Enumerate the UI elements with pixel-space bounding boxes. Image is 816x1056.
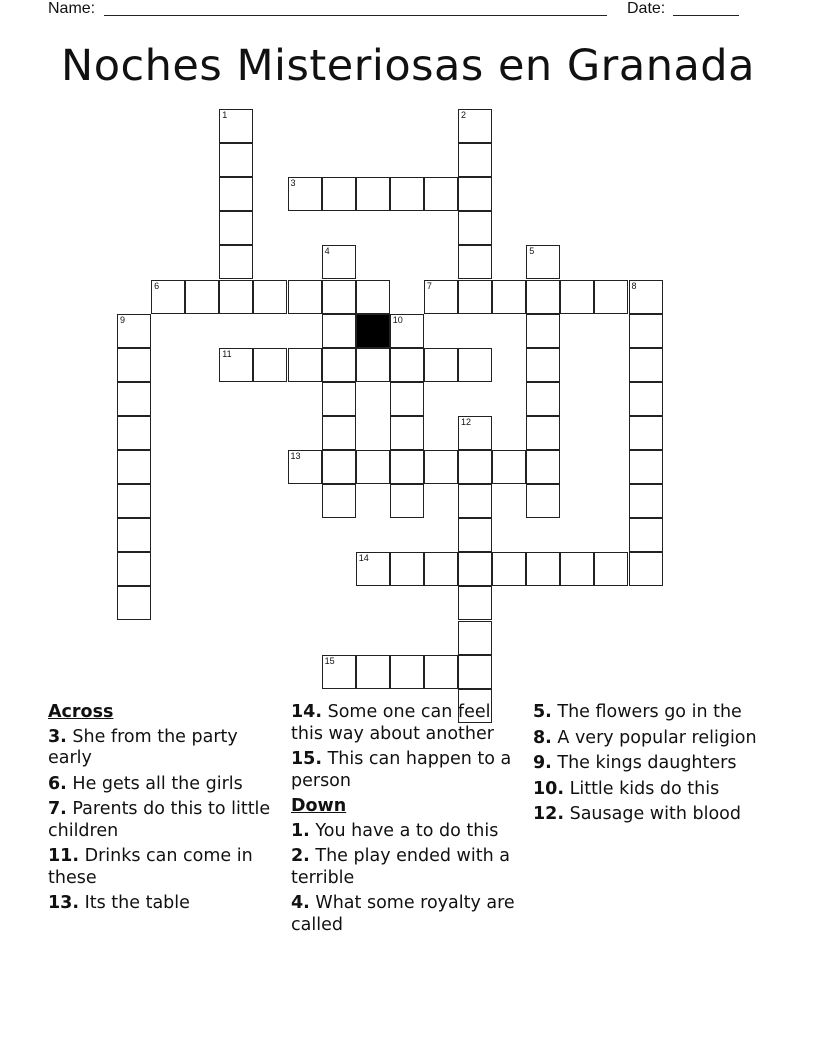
clue-number: 7. — [48, 799, 67, 819]
grid-cell[interactable] — [526, 416, 560, 450]
grid-cell[interactable] — [424, 655, 458, 689]
clue-text: Drinks can come in these — [48, 846, 253, 888]
clue-text: Some one can feel this way about another — [291, 702, 494, 744]
grid-cell[interactable] — [390, 314, 424, 348]
clue-across-15 — [291, 749, 523, 792]
clue-text: The play ended with a terrible — [291, 846, 510, 888]
grid-cell[interactable] — [117, 484, 151, 518]
grid-cell[interactable] — [424, 348, 458, 382]
grid-cell[interactable] — [629, 348, 663, 382]
grid-cell[interactable] — [322, 382, 356, 416]
clue-text: She from the party early — [48, 726, 238, 768]
clue-number: 4. — [291, 893, 310, 913]
clue-down-5 — [533, 702, 763, 724]
grid-cell[interactable] — [629, 518, 663, 552]
grid-cell[interactable] — [356, 177, 390, 211]
clue-text: A very popular religion — [557, 727, 757, 748]
grid-cell[interactable] — [458, 552, 492, 586]
grid-cell[interactable] — [492, 280, 526, 314]
grid-cell[interactable] — [322, 450, 356, 484]
cell-number: 3 — [290, 178, 296, 189]
grid-cell[interactable] — [390, 655, 424, 689]
clue-text: Its the table — [84, 893, 190, 913]
clue-text: Little kids do this — [569, 778, 720, 799]
clue-across-11 — [48, 846, 280, 889]
grid-cell[interactable] — [253, 348, 287, 382]
grid-cell[interactable] — [629, 552, 663, 586]
grid-cell[interactable] — [219, 211, 253, 245]
grid-cell[interactable] — [458, 450, 492, 484]
grid-cell[interactable] — [424, 280, 458, 314]
grid-cell[interactable] — [117, 314, 151, 348]
grid-cell[interactable] — [322, 484, 356, 518]
grid-cell[interactable] — [117, 382, 151, 416]
clues-column-1 — [48, 702, 280, 919]
grid-cell[interactable] — [117, 586, 151, 620]
grid-cell[interactable] — [424, 177, 458, 211]
clue-number: 6. — [48, 773, 67, 794]
grid-cell[interactable] — [322, 177, 356, 211]
grid-cell[interactable] — [322, 280, 356, 314]
grid-cell[interactable] — [629, 280, 663, 314]
grid-cell[interactable] — [526, 348, 560, 382]
clue-across-6 — [48, 774, 280, 796]
clue-number: 15. — [291, 749, 323, 769]
grid-cell[interactable] — [458, 655, 492, 689]
grid-cell[interactable] — [117, 416, 151, 450]
grid-cell[interactable] — [356, 280, 390, 314]
grid-cell[interactable] — [288, 450, 322, 484]
grid-cell[interactable] — [219, 280, 253, 314]
grid-cell[interactable] — [629, 382, 663, 416]
clues-column-3 — [533, 702, 763, 830]
grid-cell[interactable] — [253, 280, 287, 314]
clue-down-1 — [291, 821, 523, 843]
clue-across-13 — [48, 893, 280, 915]
cell-number: 1 — [222, 110, 228, 120]
grid-cell[interactable] — [219, 143, 253, 177]
clue-down-8 — [533, 728, 763, 750]
grid-cell[interactable] — [424, 552, 458, 586]
clue-number: 3. — [48, 726, 67, 747]
clue-across-7 — [48, 799, 280, 842]
down-heading: Down — [291, 796, 347, 816]
grid-cell[interactable] — [390, 348, 424, 382]
grid-cell[interactable] — [390, 416, 424, 450]
grid-cell[interactable] — [390, 450, 424, 484]
grid-cell[interactable] — [458, 621, 492, 655]
grid-cell[interactable] — [117, 518, 151, 552]
grid-cell[interactable] — [390, 552, 424, 586]
grid-cell[interactable] — [526, 314, 560, 348]
grid-cell[interactable] — [322, 245, 356, 279]
clue-number: 10. — [533, 778, 565, 799]
grid-cell[interactable] — [424, 450, 458, 484]
cell-number: 14 — [358, 553, 369, 564]
clue-number: 11. — [48, 846, 80, 866]
grid-cell[interactable] — [629, 416, 663, 450]
cell-number: 8 — [631, 280, 637, 291]
grid-cell[interactable] — [288, 177, 322, 211]
clue-text: He gets all the girls — [72, 773, 243, 794]
across-heading: Across — [48, 702, 114, 722]
grid-cell[interactable] — [458, 109, 492, 143]
clue-text: This can happen to a person — [291, 749, 512, 791]
grid-cell[interactable] — [288, 348, 322, 382]
clue-down-4 — [291, 893, 523, 936]
grid-cell[interactable] — [219, 348, 253, 382]
grid-cell[interactable] — [390, 177, 424, 211]
grid-cell[interactable] — [560, 552, 594, 586]
grid-cell[interactable] — [219, 109, 253, 143]
grid-cell[interactable] — [356, 348, 390, 382]
grid-cell[interactable] — [390, 382, 424, 416]
grid-cell[interactable] — [526, 245, 560, 279]
clue-text: You have a to do this — [315, 820, 499, 841]
grid-cell[interactable] — [458, 348, 492, 382]
clue-text: What some royalty are called — [291, 893, 515, 935]
clue-down-12 — [533, 804, 763, 826]
grid-cell[interactable] — [458, 211, 492, 245]
grid-cell[interactable] — [151, 280, 185, 314]
grid-cell[interactable] — [322, 314, 356, 348]
clue-text: The kings daughters — [557, 753, 737, 773]
grid-cell[interactable] — [219, 245, 253, 279]
grid-cell[interactable] — [594, 280, 628, 314]
black-square — [356, 314, 390, 348]
grid-cell[interactable] — [458, 518, 492, 552]
cell-number: 5 — [529, 246, 535, 257]
grid-cell[interactable] — [322, 655, 356, 689]
grid-cell[interactable] — [629, 484, 663, 518]
grid-cell[interactable] — [526, 382, 560, 416]
grid-cell[interactable] — [526, 280, 560, 314]
grid-cell[interactable] — [560, 280, 594, 314]
cell-number: 6 — [154, 280, 160, 291]
cell-number: 9 — [120, 314, 126, 325]
grid-cell[interactable] — [117, 552, 151, 586]
clue-down-10 — [533, 779, 763, 801]
grid-cell[interactable] — [219, 177, 253, 211]
clue-text: The flowers go in the — [557, 702, 742, 722]
clue-across-14 — [291, 702, 523, 745]
grid-cell[interactable] — [458, 280, 492, 314]
grid-cell[interactable] — [288, 280, 322, 314]
name-label: Name: — [48, 0, 96, 17]
cell-number: 15 — [324, 655, 335, 666]
grid-cell[interactable] — [322, 416, 356, 450]
grid-cell[interactable] — [458, 484, 492, 518]
clue-text: Sausage with blood — [569, 804, 741, 824]
grid-cell[interactable] — [629, 314, 663, 348]
grid-cell[interactable] — [458, 586, 492, 620]
grid-cell[interactable] — [458, 177, 492, 211]
cell-number: 13 — [290, 451, 301, 461]
grid-cell[interactable] — [594, 552, 628, 586]
grid-cell[interactable] — [458, 245, 492, 279]
clue-text: Parents do this to little children — [48, 799, 271, 841]
grid-cell[interactable] — [356, 450, 390, 484]
cell-number: 12 — [461, 416, 472, 427]
cell-number: 7 — [426, 280, 432, 291]
grid-cell[interactable] — [458, 143, 492, 177]
clue-down-9 — [533, 753, 763, 775]
date-label: Date: — [627, 0, 666, 17]
grid-cell[interactable] — [356, 655, 390, 689]
grid-cell[interactable] — [390, 484, 424, 518]
grid-cell[interactable] — [185, 280, 219, 314]
grid-cell[interactable] — [526, 484, 560, 518]
cell-number: 11 — [222, 348, 232, 359]
clues-column-2 — [291, 702, 523, 940]
grid-cell[interactable] — [526, 450, 560, 484]
clue-across-3 — [48, 727, 280, 770]
clue-number: 1. — [291, 820, 310, 841]
puzzle-title: Noches Misteriosas en Granada — [61, 41, 755, 91]
clue-number: 14. — [291, 702, 323, 722]
grid-cell[interactable] — [117, 348, 151, 382]
clue-number: 8. — [533, 727, 552, 748]
grid-cell[interactable] — [492, 450, 526, 484]
grid-cell[interactable] — [458, 416, 492, 450]
clue-number: 13. — [48, 893, 80, 913]
clue-number: 2. — [291, 846, 310, 866]
grid-cell[interactable] — [322, 348, 356, 382]
clue-down-2 — [291, 846, 523, 889]
grid-cell[interactable] — [356, 552, 390, 586]
grid-cell[interactable] — [117, 450, 151, 484]
grid-cell[interactable] — [526, 552, 560, 586]
grid-cell[interactable] — [629, 450, 663, 484]
clue-number: 5. — [533, 702, 552, 722]
grid-cell[interactable] — [492, 552, 526, 586]
clue-number: 9. — [533, 753, 552, 773]
cell-number: 4 — [324, 246, 330, 257]
clue-number: 12. — [533, 804, 565, 824]
cell-number: 10 — [392, 314, 403, 325]
cell-number: 2 — [461, 110, 467, 120]
